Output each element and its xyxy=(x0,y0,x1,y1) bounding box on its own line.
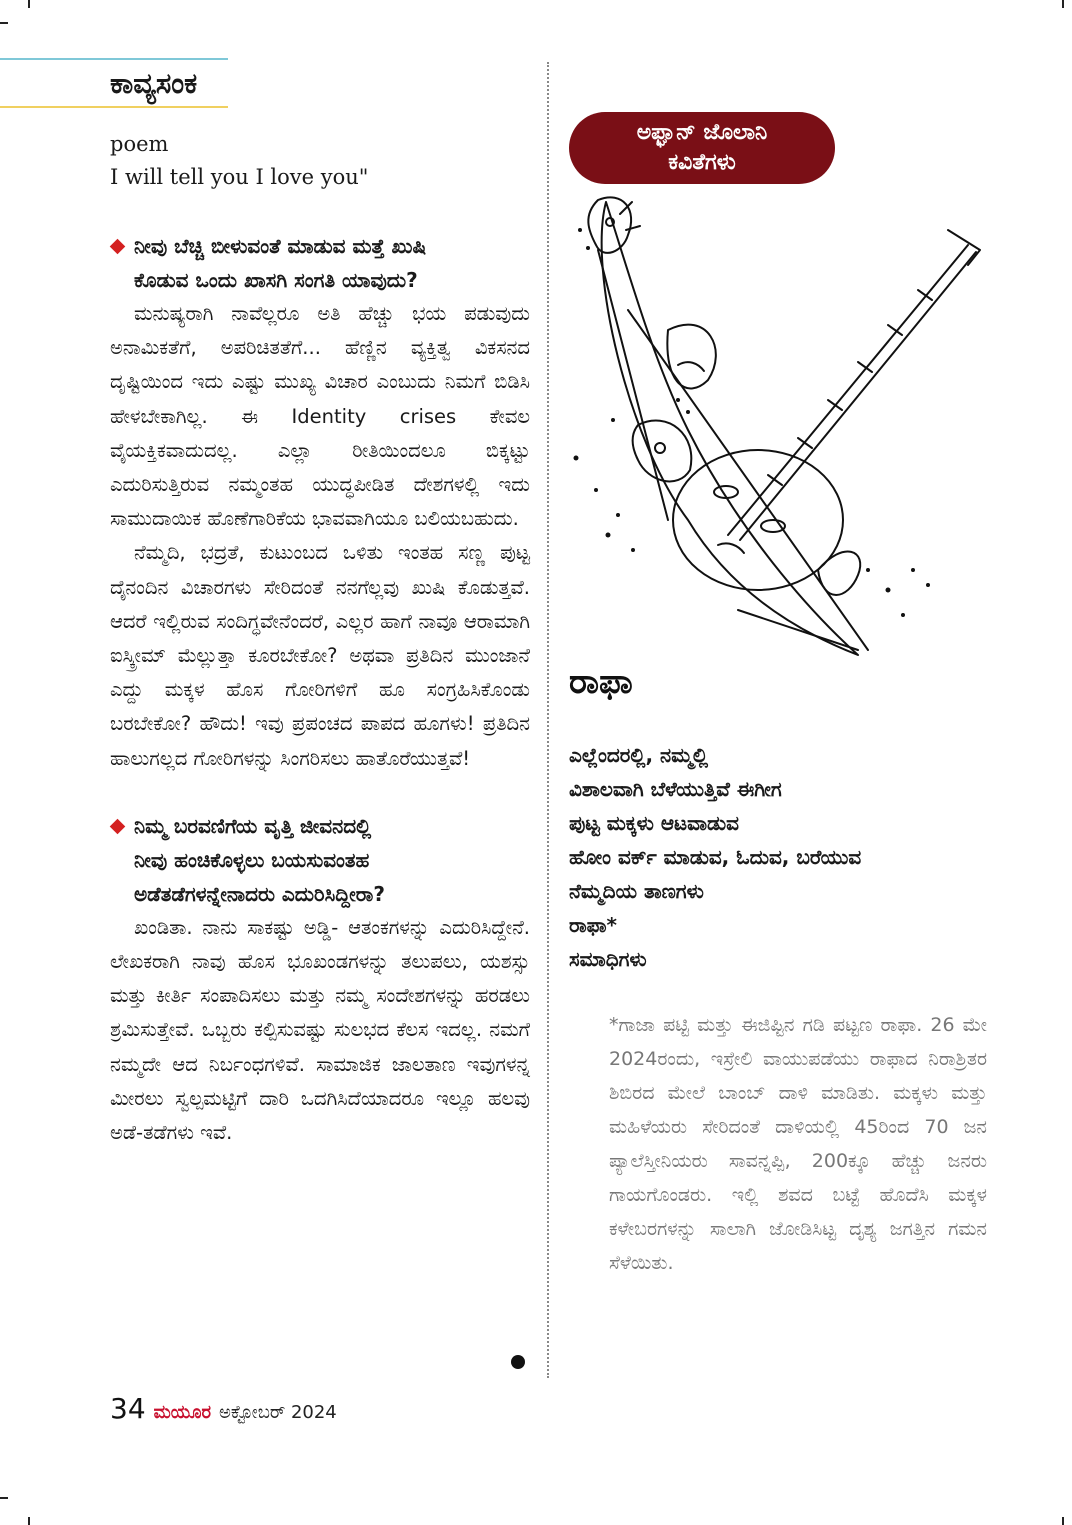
poem-line: ರಾಫಾ* xyxy=(569,913,617,937)
section-title: ಕಾವ್ಯಸಂಕ xyxy=(110,66,198,100)
page-footer xyxy=(110,1392,337,1425)
question-2-line-1: ನಿಮ್ಮ ಬರವಣಿಗೆಯ ವೃತ್ತಿ ಜೀವನದಲ್ಲಿ xyxy=(134,813,372,838)
header-rule-bottom xyxy=(0,106,228,108)
end-mark-icon xyxy=(511,1355,525,1369)
sitar-sketch-icon xyxy=(568,190,988,660)
crop-mark xyxy=(1062,1517,1064,1525)
question-2-line-2: ನೀವು ಹಂಚಿಕೊಳ್ಳಲು ಬಯಸುವಂತಹ xyxy=(134,847,370,872)
bullet-diamond-icon xyxy=(110,239,126,255)
crop-mark xyxy=(0,1497,8,1499)
section-header xyxy=(0,58,228,110)
poem-line: ವಿಶಾಲವಾಗಿ ಬೆಳೆಯುತ್ತಿವೆ ಈಗೀಗ xyxy=(569,777,782,801)
crop-mark xyxy=(28,0,30,8)
crop-mark xyxy=(0,22,8,24)
column-divider xyxy=(547,62,549,1378)
interview-column xyxy=(110,128,530,1150)
page-number: 34 xyxy=(110,1392,146,1425)
question-1-line-1: ನೀವು ಬೆಚ್ಚಿ ಬೀಳುವಂತೆ ಮಾಡುವ ಮತ್ತೆ ಖುಷಿ xyxy=(134,234,427,258)
issue-month: ಅಕ್ಟೋಬರ್ 2024 xyxy=(219,1402,337,1423)
magazine-name: ಮಯೂರ xyxy=(153,1402,212,1423)
sitar-sketch-illustration xyxy=(568,190,988,660)
question-1 xyxy=(110,229,530,297)
footnote: *ಗಾಜಾ ಪಟ್ಟಿ ಮತ್ತು ಈಜಿಪ್ಟಿನ ಗಡಿ ಪಟ್ಟಣ ರಾಫಾ. 26 ಮೇ 2024ರಂದು, ಇಸ್ರೇಲಿ ವಾಯುಪಡೆಯು ರಾಫಾದ ನಿರಾಶ್ರಿತರ ಶಿಬಿರದ ಮೇಲೆ ಬಾಂಬ್ ದಾಳಿ ಮಾಡಿತು. ಮಕ್ಕಳು ಮತ್ತು ಮಹಿಳೆಯರು ಸೇರಿದಂತೆ ದಾಳಿಯಲ್ಲಿ 45ರಿಂದ 70 ಜನ ಪ್ಯಾಲೆಸ್ತೀನಿಯರು ಸಾವನ್ನಪ್ಪಿ, 200ಕ್ಕೂ ಹೆಚ್ಚು ಜನರು ಗಾಯಗೊಂಡರು. ಇಲ್ಲಿ ಶವದ ಬಟ್ಟೆ ಹೊದೆಸಿ ಮಕ್ಕಳ ಕಳೇಬರಗಳನ್ನು ಸಾಲಾಗಿ ಜೋಡಿಸಿಟ್ಟ ದೃಶ್ಯ ಜಗತ್ತಿನ ಗಮನ ಸೆಳೆಯಿತು. xyxy=(609,1014,987,1274)
answer-2-paragraph: ಖಂಡಿತಾ. ನಾನು ಸಾಕಷ್ಟು ಅಡ್ಡಿ- ಆತಂಕಗಳನ್ನು ಎದುರಿಸಿದ್ದೇನೆ. ಲೇಖಕರಾಗಿ ನಾವು ಹೊಸ ಭೂಖಂಡಗಳನ್ನು ತಲುಪಲು, ಯಶಸ್ಸು ಮತ್ತು ಕೀರ್ತಿ ಸಂಪಾದಿಸಲು ಮತ್ತು ನಮ್ಮ ಸಂದೇಶಗಳನ್ನು ಹರಡಲು ಶ್ರಮಿಸುತ್ತೇವೆ. ಒಬ್ಬರು ಕಲ್ಪಿಸುವಷ್ಟು ಸುಲಭದ ಕೆಲಸ ಇದಲ್ಲ. ನಮಗೆ ನಮ್ಮದೇ ಆದ ನಿರ್ಬಂಧಗಳಿವೆ. ಸಾಮಾಜಿಕ ಜಾಲತಾಣ ಇವುಗಳನ್ನ ಮೀರಲು ಸ್ವಲ್ಪಮಟ್ಟಿಗೆ ದಾರಿ ಒದಗಿಸಿದೆಯಾದರೂ ಇಲ್ಲೂ ಹಲವು ಅಡೆ-ತಡೆಗಳು ಇವೆ. xyxy=(110,915,530,1145)
pill-line-1: ಅಫ್ಘಾನ್ ಜೊಲಾನಿ xyxy=(636,120,768,145)
poem-line: ಪುಟ್ಟ ಮಕ್ಕಳು ಆಟವಾಡುವ xyxy=(569,811,739,835)
crop-mark xyxy=(1062,0,1064,8)
poem-line: ನೆಮ್ಮದಿಯ ತಾಣಗಳು xyxy=(569,879,704,903)
poem-title: ರಾಫಾ xyxy=(569,662,633,702)
intro-line-1: poem xyxy=(110,132,169,156)
intro-line-2: I will tell you I love you" xyxy=(110,165,369,189)
question-2 xyxy=(110,809,530,911)
question-2-line-3: ಅಡೆತಡೆಗಳನ್ನೇನಾದರು ಎದುರಿಸಿದ್ದೀರಾ? xyxy=(134,881,385,906)
poem-line: ಎಲ್ಲೆಂದರಲ್ಲಿ, ನಮ್ಮಲ್ಲಿ xyxy=(569,743,709,767)
bullet-diamond-icon xyxy=(110,819,126,835)
question-1-line-2: ಕೊಡುವ ಒಂದು ಖಾಸಗಿ ಸಂಗತಿ ಯಾವುದು? xyxy=(134,268,418,292)
header-rule-top xyxy=(0,58,228,60)
pill-line-2: ಕವಿತೆಗಳು xyxy=(668,150,736,175)
poem-line: ಹೋಂ ವರ್ಕ್ ಮಾಡುವ, ಓದುವ, ಬರೆಯುವ xyxy=(569,845,862,869)
poems-heading-pill xyxy=(569,112,835,184)
poem-body xyxy=(569,738,1009,976)
answer-1-paragraph-2: ನೆಮ್ಮದಿ, ಭದ್ರತೆ, ಕುಟುಂಬದ ಒಳಿತು ಇಂತಹ ಸಣ್ಣ ಪುಟ್ಟ ದೈನಂದಿನ ವಿಚಾರಗಳು ಸೇರಿದಂತೆ ನನಗೆಲ್ಲವು ಖುಷಿ ಕೊಡುತ್ತವೆ. ಆದರೆ ಇಲ್ಲಿರುವ ಸಂದಿಗ್ಧವೇನೆಂದರೆ, ಎಲ್ಲರ ಹಾಗೆ ನಾವೂ ಆರಾಮಾಗಿ ಐಸ್ಕ್ರೀಮ್ ಮೆಲ್ಲುತ್ತಾ ಕೂರಬೇಕೋ? ಅಥವಾ ಪ್ರತಿದಿನ ಮುಂಜಾನೆ ಎದ್ದು ಮಕ್ಕಳ ಹೊಸ ಗೋರಿಗಳಿಗೆ ಹೂ ಸಂಗ್ರಹಿಸಿಕೊಂಡು ಬರಬೇಕೋ? ಹೌದು! ಇವು ಪ್ರಪಂಚದ ಪಾಪದ ಹೂಗಳು! ಪ್ರತಿದಿನ ಹಾಲುಗಲ್ಲದ ಗೋರಿಗಳನ್ನು ಸಿಂಗರಿಸಲು ಹಾತೊರೆಯುತ್ತವೆ! xyxy=(110,541,530,770)
poem-line: ಸಮಾಧಿಗಳು xyxy=(569,947,647,971)
answer-1-paragraph-1: ಮನುಷ್ಯರಾಗಿ ನಾವೆಲ್ಲರೂ ಅತಿ ಹೆಚ್ಚು ಭಯ ಪಡುವುದು ಅನಾಮಿಕತೆಗೆ, ಅಪರಿಚಿತತೆಗೆ... ಹೆಣ್ಣಿನ ವ್ಯಕ್ತಿತ್ವ ವಿಕಸನದ ದೃಷ್ಟಿಯಿಂದ ಇದು ಎಷ್ಟು ಮುಖ್ಯ ವಿಚಾರ ಎಂಬುದು ನಿಮಗೆ ಬಿಡಿಸಿ ಹೇಳಬೇಕಾಗಿಲ್ಲ. ಈ Identity crises ಕೇವಲ ವೈಯಕ್ತಿಕವಾದುದಲ್ಲ. ಎಲ್ಲಾ ರೀತಿಯಿಂದಲೂ ಬಿಕ್ಕಟ್ಟು ಎದುರಿಸುತ್ತಿರುವ ನಮ್ಮಂತಹ ಯುದ್ಧಪೀಡಿತ ದೇಶಗಳಲ್ಲಿ ಇದು ಸಾಮುದಾಯಿಕ ಹೊಣೆಗಾರಿಕೆಯ ಭಾವವಾಗಿಯೂ ಬಲಿಯಬಹುದು. xyxy=(110,302,530,531)
crop-mark xyxy=(28,1517,30,1525)
